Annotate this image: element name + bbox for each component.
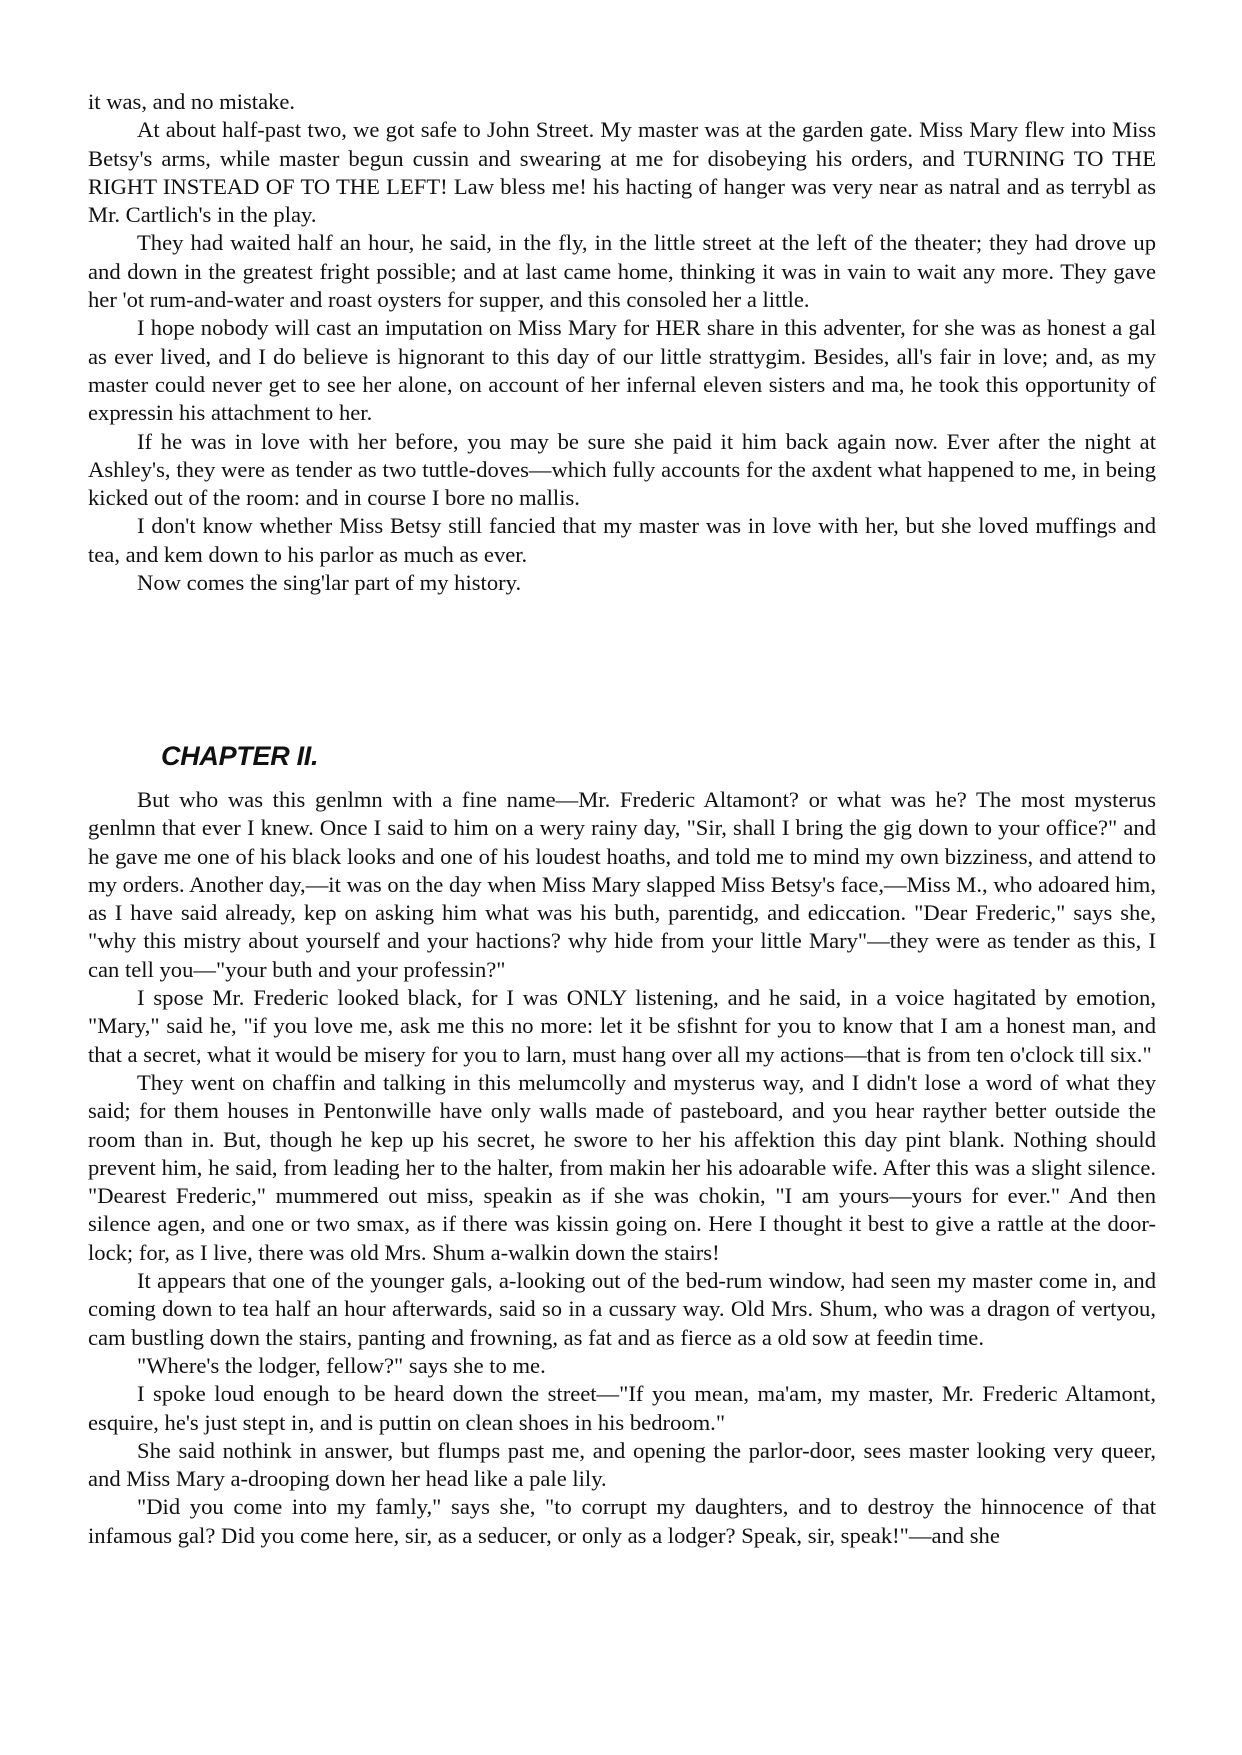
paragraph: Now comes the sing'lar part of my history. (137, 570, 522, 596)
paragraph: If he was in love with her before, you may be sure she paid it him back again now. Ever after the night at Ashley's, they were as tender as two tuttle-doves—which fully accounts for the axdent what happened to me, in being kicked out of the room: and in course I bore no mallis. (88, 428, 1156, 511)
paragraph: "Where's the lodger, fellow?" says she to me. (137, 1352, 546, 1378)
paragraph: I don't know whether Miss Betsy still fancied that my master was in love with her, but she loved muffings and tea, and kem down to his parlor as much as ever. (88, 513, 1156, 567)
paragraph: I spose Mr. Frederic looked black, for I was ONLY listening, and he said, in a voice hagitated by emotion, "Mary," said he, "if you love me, ask me this no more: let it be sfishnt for you to know that I am a honest man, and that a secret, what it would be misery for you to larn, must hang over all my actions—that is from ten o'clock till six." (88, 985, 1156, 1067)
paragraph: They had waited half an hour, he said, in the fly, in the little street at the left of the theater; they had drove up and down in the greatest fright possible; and at last came home, thinking it was in vain to wait any more. They gave her 'ot rum-and-water and roast oysters for supper, and this consoled her a little. (88, 230, 1156, 313)
section-2-text (88, 786, 1156, 1550)
section-1-text (88, 88, 1156, 597)
paragraph: At about half-past two, we got safe to John Street. My master was at the garden gate. Miss Mary flew into Miss Betsy's arms, while master begun cussin and swearing at me for disobeying his orders, and TURNING TO THE RIGHT INSTEAD OF TO THE LEFT! Law bless me! his hacting of hanger was very near as natral and as terrybl as Mr. Cartlich's in the play. (88, 117, 1156, 228)
paragraph: "Did you come into my famly," says she, "to corrupt my daughters, and to destroy the hinnocence of that infamous gal? Did you come here, sir, as a seducer, or only as a lodger? Speak, sir, speak!"—and she (88, 1494, 1156, 1548)
paragraph: I hope nobody will cast an imputation on Miss Mary for HER share in this adventer, for she was as honest a gal as ever lived, and I do believe is hignorant to this day of our little strattygim. Besides, all's fair in love; and, as my master could never get to see her alone, on account of her infernal eleven sisters and ma, he took this opportunity of expressin his attachment to her. (88, 315, 1156, 426)
paragraph: She said nothink in answer, but flumps past me, and opening the parlor-door, sees master looking very queer, and Miss Mary a-drooping down her head like a pale lily. (88, 1437, 1156, 1492)
paragraph: I spoke loud enough to be heard down the street—"If you mean, ma'am, my master, Mr. Frederic Altamont, esquire, he's just stept in, and is puttin on clean shoes in his bedroom." (88, 1381, 1156, 1435)
paragraph: But who was this genlmn with a fine name—Mr. Frederic Altamont? or what was he? The most mysterus genlmn that ever I knew. Once I said to him on a wery rainy day, "Sir, shall I bring the gig down to your office?" and he gave me one of his black looks and one of his loudest hoaths, and told me to mind my own bizziness, and attend to my orders. Another day,—it was on the day when Miss Mary slapped Miss Betsy's face,—Miss M., who adoared him, as I have said already, kep on asking him what was his buth, parentidg, and ediccation. "Dear Frederic," says she, "why this mistry about yourself and your hactions? why hide from your little Mary"—they were as tender as this, I can tell you—"your buth and your professin?" (88, 787, 1156, 982)
paragraph: They went on chaffin and talking in this melumcolly and mysterus way, and I didn't lose a word of what they said; for them houses in Pentonwille have only walls made of pasteboard, and you hear rayther better outside the room than in. But, though he kep up his secret, he swore to her his affektion this day pint blank. Nothing should prevent him, he said, from leading her to the halter, from makin her his adoarable wife. After this was a slight silence. "Dearest Frederic," mummered out miss, speakin as if she was chokin, "I am yours—yours for ever." And then silence agen, and one or two smax, as if there was kissin going on. Here I thought it best to give a rattle at the door-lock; for, as I live, there was old Mrs. Shum a-walkin down the stairs! (88, 1069, 1156, 1265)
chapter-heading: CHAPTER II. (161, 741, 319, 771)
paragraph: It appears that one of the younger gals, a-looking out of the bed-rum window, had seen my master come in, and coming down to tea half an hour afterwards, said so in a cussary way. Old Mrs. Shum, who was a dragon of vertyou, cam bustling down the stairs, panting and frowning, as fat and as fierce as a old sow at feedin time. (88, 1268, 1156, 1350)
paragraph: it was, and no mistake. (88, 89, 296, 114)
